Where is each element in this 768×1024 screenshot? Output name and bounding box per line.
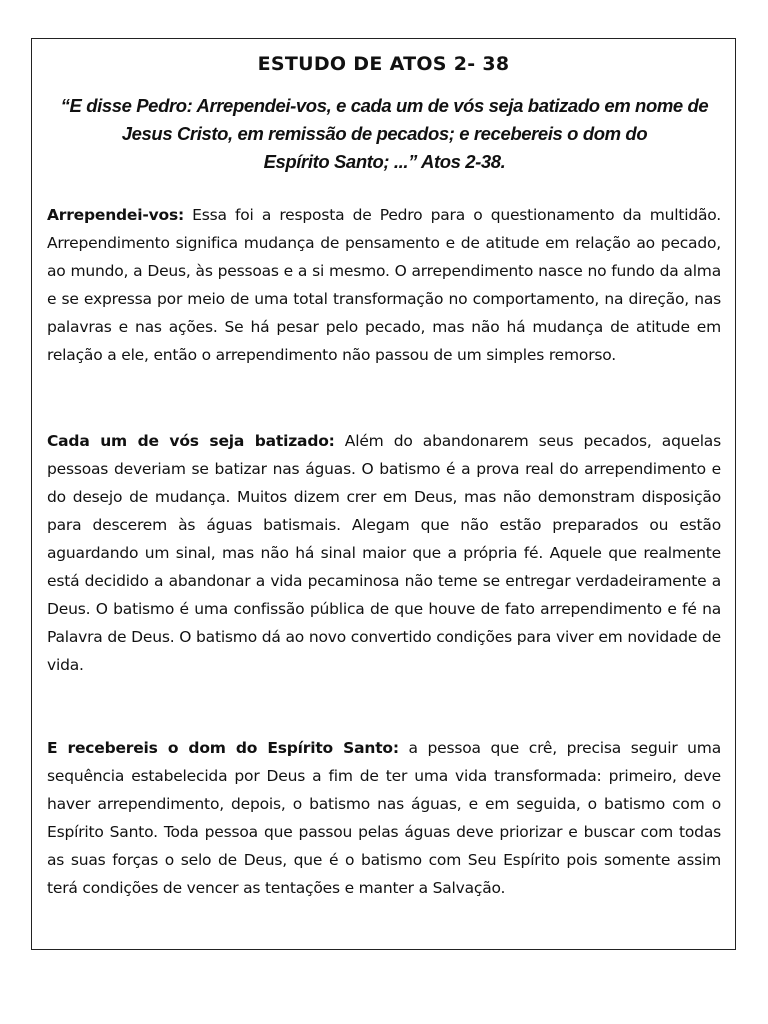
- paragraph-heading: Arrependei-vos:: [47, 206, 184, 224]
- paragraph-text: a pessoa que crê, precisa seguir uma sequência estabelecida por Deus a fim de ter uma vida transformada: primeiro, deve haver arrependimento, depois, o batismo nas águas, e em seguida, o batismo com o Espírito Santo. Toda pessoa que passou pelas águas deve priorizar e buscar com todas as suas forças o selo de Deus, que é o batismo com Seu Espírito pois somente assim terá condições de vencer as tentações e manter a Salvação.: [47, 739, 721, 897]
- bible-quote: [52, 92, 717, 176]
- document-title: ESTUDO DE ATOS 2- 38: [257, 53, 510, 75]
- quote-line: “E disse Pedro: Arrependei-vos, e cada um de vós seja batizado em nome de: [60, 95, 709, 116]
- paragraph-heading: E recebereis o dom do Espírito Santo:: [47, 739, 399, 757]
- paragraph-batizado: [47, 427, 721, 679]
- paragraph-text: Essa foi a resposta de Pedro para o questionamento da multidão. Arrependimento significa mudança de pensamento e de atitude em relação ao pecado, ao mundo, a Deus, às pessoas e a si mesmo. O arrependimento nasce no fundo da alma e se expressa por meio de uma total transformação no comportamento, na direção, nas palavras e nas ações. Se há pesar pelo pecado, mas não há mudança de atitude em relação a ele, então o arrependimento não passou de um simples remorso.: [47, 206, 721, 364]
- quote-line: Jesus Cristo, em remissão de pecados; e recebereis o dom do: [121, 123, 648, 144]
- paragraph-arrependei: [47, 201, 721, 369]
- paragraph-heading: Cada um de vós seja batizado:: [47, 432, 335, 450]
- page-frame: [31, 38, 736, 950]
- paragraph-text: Além do abandonarem seus pecados, aquelas pessoas deveriam se batizar nas águas. O batismo é a prova real do arrependimento e do desejo de mudança. Muitos dizem crer em Deus, mas não demonstram disposição para descerem às águas batismais. Alegam que não estão preparados ou estão aguardando um sinal, mas não há sinal maior que a própria fé. Aquele que realmente está decidido a abandonar a vida pecaminosa não teme se entregar verdadeiramente a Deus. O batismo é uma confissão pública de que houve de fato arrependimento e fé na Palavra de Deus. O batismo dá ao novo convertido condições para viver em novidade de vida.: [47, 432, 721, 674]
- quote-line: Espírito Santo; ...” Atos 2-38.: [263, 151, 506, 172]
- paragraph-espirito-santo: [47, 734, 721, 902]
